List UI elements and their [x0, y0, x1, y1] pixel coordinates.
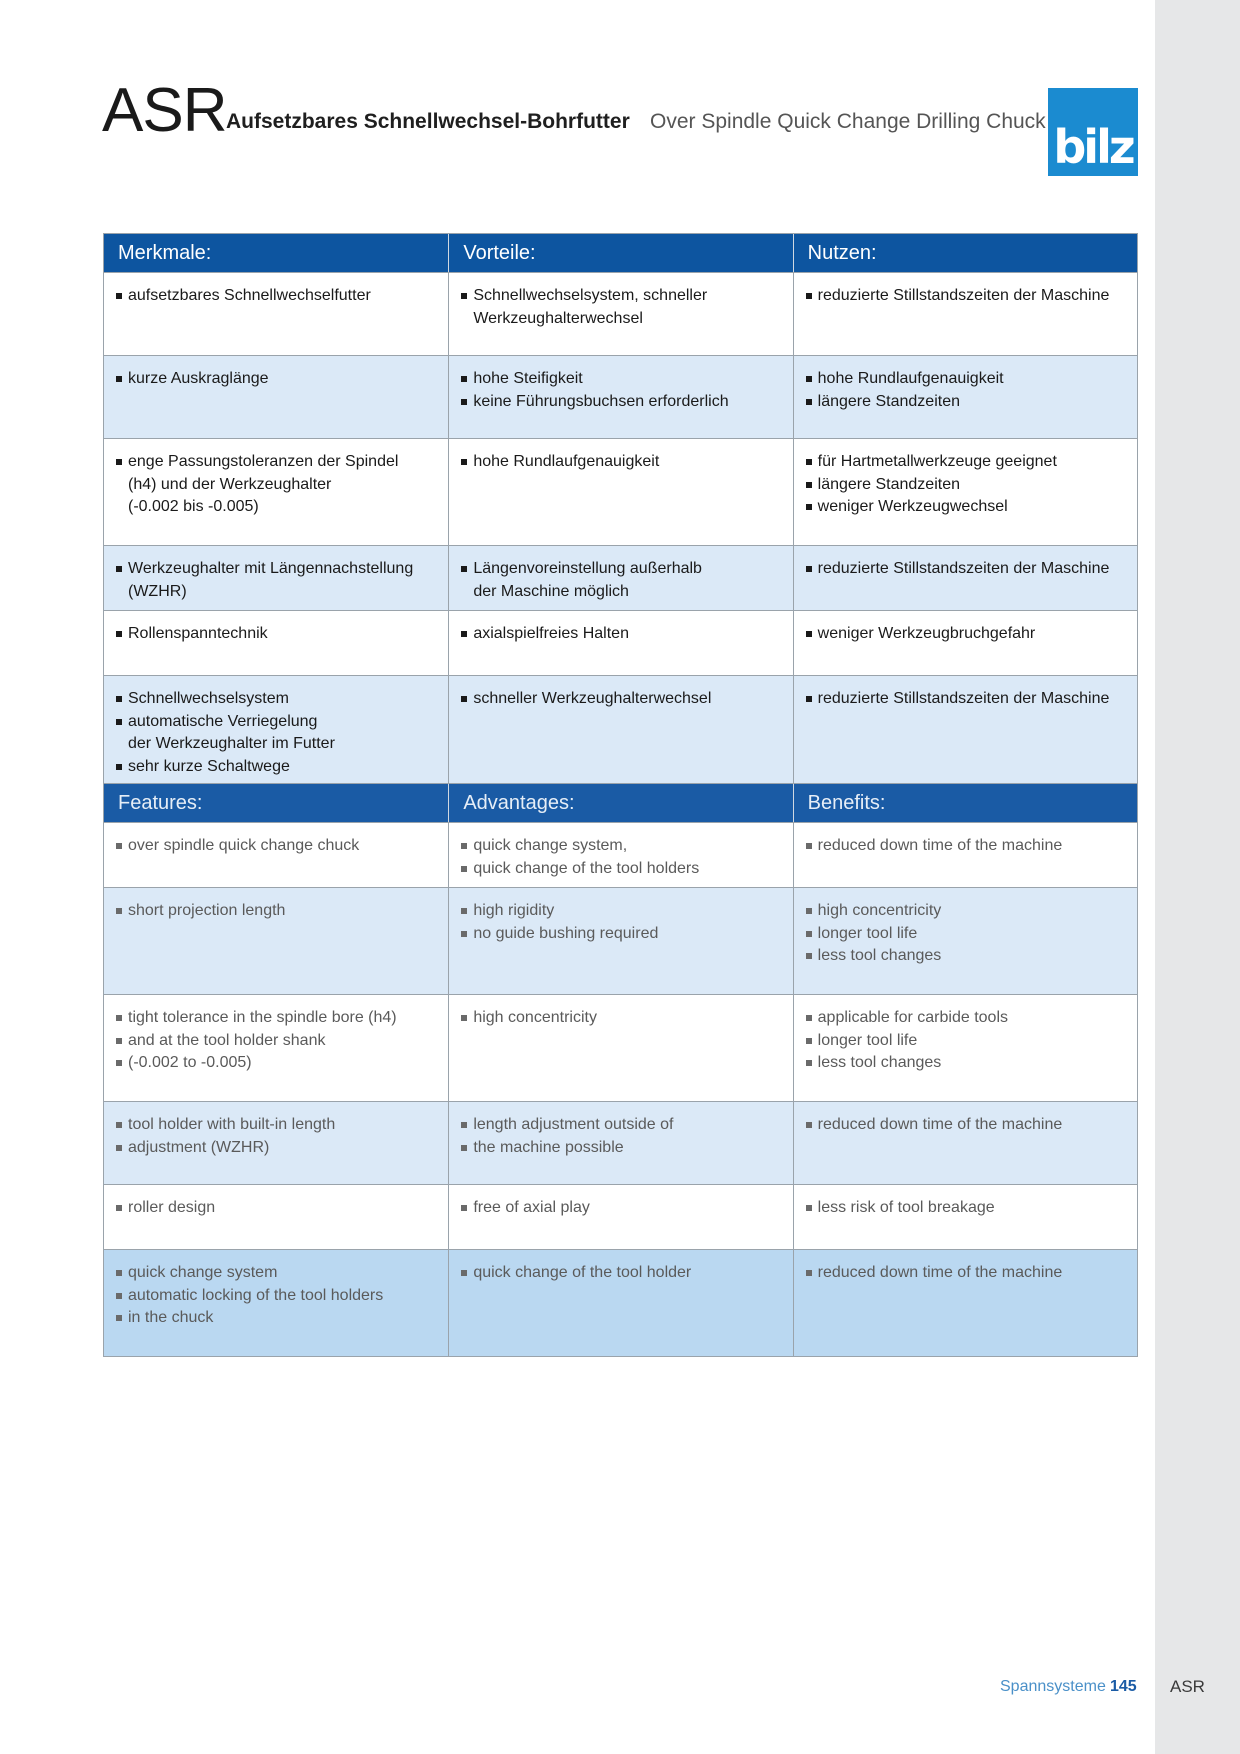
list-item: der Werkzeughalter im Futter [128, 735, 335, 752]
table-cell [793, 273, 1137, 355]
list-item: (WZHR) [128, 582, 187, 600]
table-cell [793, 1102, 1137, 1184]
table-cell [448, 676, 792, 783]
table-cell [448, 611, 792, 675]
list-item: kurze Auskraglänge [116, 368, 438, 391]
footer-section: Spannsysteme [1000, 1678, 1106, 1695]
bullet-list [461, 900, 782, 945]
bullet-list [806, 688, 1127, 711]
table-cell [104, 1185, 448, 1249]
bullet-list [116, 1114, 438, 1159]
list-item: less tool changes [806, 945, 1127, 968]
table-cell [793, 888, 1137, 994]
header-cell: Advantages: [448, 784, 792, 822]
table-row [104, 1184, 1137, 1249]
table-cell [448, 439, 792, 545]
list-item: Schnellwechselsystem, schneller [461, 285, 782, 308]
list-item: applicable for carbide tools [806, 1007, 1127, 1030]
bullet-list [806, 1007, 1127, 1075]
list-item: and at the tool holder shank [116, 1030, 438, 1053]
table-cell [448, 273, 792, 355]
list-item: reduzierte Stillstandszeiten der Maschine [806, 688, 1127, 711]
bullet-list [116, 558, 438, 603]
list-item: over spindle quick change chuck [116, 835, 438, 858]
bullet-list [116, 900, 438, 923]
table-row [104, 355, 1137, 438]
table-cell [448, 546, 792, 610]
table-row [104, 438, 1137, 545]
header-cell: Merkmale: [118, 242, 212, 264]
product-code: ASR [102, 76, 227, 145]
table-row [104, 545, 1137, 610]
list-item: high concentricity [806, 900, 1127, 923]
list-item: weniger Werkzeugwechsel [806, 496, 1127, 519]
table-cell [104, 995, 448, 1101]
bullet-list [116, 1262, 438, 1330]
title-german: Aufsetzbares Schnellwechsel-Bohrfutter [226, 110, 630, 133]
table-cell [448, 1250, 792, 1356]
list-item: free of axial play [461, 1197, 782, 1220]
header-cell: Vorteile: [448, 234, 792, 272]
table-cell [793, 823, 1137, 887]
bullet-list [461, 285, 782, 330]
list-item: tight tolerance in the spindle bore (h4) [116, 1007, 438, 1030]
list-item: automatic locking of the tool holders [116, 1285, 438, 1308]
list-item: schneller Werkzeughalterwechsel [461, 688, 782, 711]
list-item: Rollenspanntechnik [116, 623, 438, 646]
list-item: aufsetzbares Schnellwechselfutter [116, 285, 438, 308]
list-item: in the chuck [116, 1307, 438, 1330]
bullet-list [461, 451, 782, 474]
bullet-list [806, 1197, 1127, 1220]
list-item: quick change system [116, 1262, 438, 1285]
list-item: roller design [116, 1197, 438, 1220]
section-tab: ASR [1170, 1677, 1205, 1696]
table-row [104, 272, 1137, 355]
list-item: längere Standzeiten [806, 391, 1127, 414]
bullet-list [806, 1114, 1127, 1137]
table-cell [104, 1250, 448, 1356]
list-item: der Maschine möglich [473, 582, 629, 600]
table-cell [104, 823, 448, 887]
list-item: quick change system, [461, 835, 782, 858]
list-item: high rigidity [461, 900, 782, 923]
bullet-list [116, 451, 438, 519]
table-cell [448, 888, 792, 994]
bullet-list [461, 623, 782, 646]
table-row [104, 1101, 1137, 1184]
table-row [104, 822, 1137, 887]
bullet-list [116, 368, 438, 391]
table-cell [793, 995, 1137, 1101]
table-cell [448, 356, 792, 438]
bullet-list [116, 285, 438, 308]
bullet-list [806, 558, 1127, 581]
bullet-list [116, 688, 438, 778]
page-number: 145 [1110, 1678, 1137, 1695]
list-item: sehr kurze Schaltwege [116, 756, 438, 779]
bullet-list [806, 368, 1127, 413]
table-cell [793, 546, 1137, 610]
list-item: less risk of tool breakage [806, 1197, 1127, 1220]
page-header [102, 76, 1138, 180]
list-item: (-0.002 to -0.005) [116, 1052, 438, 1075]
bullet-list [806, 835, 1127, 858]
table-row [104, 994, 1137, 1101]
table-cell [104, 676, 448, 783]
table-header-german [104, 234, 1137, 272]
table-cell [793, 1185, 1137, 1249]
list-item: reduzierte Stillstandszeiten der Maschine [806, 558, 1127, 581]
list-item: Werkzeughalter mit Längennachstellung [116, 558, 438, 581]
list-item: the machine possible [461, 1137, 782, 1160]
table-cell [104, 888, 448, 994]
bullet-list [806, 285, 1127, 308]
bullet-list [116, 623, 438, 646]
list-item: (-0.002 bis -0.005) [128, 498, 259, 515]
list-item: Schnellwechselsystem [116, 688, 438, 711]
table-cell [448, 823, 792, 887]
table-cell [104, 273, 448, 355]
list-item: weniger Werkzeugbruchgefahr [806, 623, 1127, 646]
table-row [104, 1249, 1137, 1356]
list-item: short projection length [116, 900, 438, 923]
table-cell [448, 1102, 792, 1184]
feature-table [103, 233, 1138, 1357]
bullet-list [461, 688, 782, 711]
table-cell [448, 1185, 792, 1249]
list-item: hohe Rundlaufgenauigkeit [461, 451, 782, 474]
table-cell [104, 611, 448, 675]
bullet-list [806, 623, 1127, 646]
table-cell [793, 611, 1137, 675]
list-item: high concentricity [461, 1007, 782, 1030]
bullet-list [461, 368, 782, 413]
list-item: hohe Steifigkeit [461, 368, 782, 391]
bullet-list [461, 1007, 782, 1030]
list-item: quick change of the tool holder [461, 1262, 782, 1285]
list-item: reduced down time of the machine [806, 1262, 1127, 1285]
list-item: axialspielfreies Halten [461, 623, 782, 646]
bullet-list [116, 835, 438, 858]
table-cell [104, 1102, 448, 1184]
table-row [104, 887, 1137, 994]
list-item: (h4) und der Werkzeughalter [128, 475, 332, 493]
table-cell [793, 676, 1137, 783]
header-cell: Features: [118, 792, 203, 814]
bullet-list [116, 1197, 438, 1220]
bullet-list [116, 1007, 438, 1075]
list-item: reduced down time of the machine [806, 1114, 1127, 1137]
list-item: hohe Rundlaufgenauigkeit [806, 368, 1127, 391]
table-row [104, 610, 1137, 675]
table-header-english [104, 783, 1137, 822]
table-cell [793, 1250, 1137, 1356]
list-item: Werkzeughalterwechsel [473, 309, 643, 327]
list-item: longer tool life [806, 923, 1127, 946]
bullet-list [806, 900, 1127, 968]
bullet-list [806, 1262, 1127, 1285]
list-item: automatische Verriegelung [116, 711, 438, 734]
table-cell [104, 546, 448, 610]
table-cell [104, 356, 448, 438]
list-item: longer tool life [806, 1030, 1127, 1053]
list-item: reduced down time of the machine [806, 835, 1127, 858]
list-item: für Hartmetallwerkzeuge geeignet [806, 451, 1127, 474]
bullet-list [461, 1262, 782, 1285]
title-english: Over Spindle Quick Change Drilling Chuck [650, 110, 1046, 133]
list-item: quick change of the tool holders [461, 858, 782, 881]
table-cell [793, 356, 1137, 438]
bullet-list [461, 835, 782, 880]
bullet-list [461, 1114, 782, 1159]
table-row [104, 675, 1137, 783]
list-item: length adjustment outside of [461, 1114, 782, 1137]
bullet-list [461, 558, 782, 603]
list-item: reduzierte Stillstandszeiten der Maschine [806, 285, 1127, 308]
bullet-list [806, 451, 1127, 519]
side-strip [1155, 0, 1240, 1754]
list-item: less tool changes [806, 1052, 1127, 1075]
bilz-logo: bilz [1048, 88, 1138, 176]
list-item: längere Standzeiten [806, 474, 1127, 497]
table-cell [448, 995, 792, 1101]
list-item: tool holder with built-in length [116, 1114, 438, 1137]
table-cell [793, 439, 1137, 545]
list-item: adjustment (WZHR) [116, 1137, 438, 1160]
list-item: enge Passungstoleranzen der Spindel [116, 451, 438, 474]
list-item: keine Führungsbuchsen erforderlich [461, 391, 782, 414]
header-cell: Nutzen: [793, 234, 1137, 272]
bullet-list [461, 1197, 782, 1220]
list-item: Längenvoreinstellung außerhalb [461, 558, 782, 581]
list-item: no guide bushing required [461, 923, 782, 946]
header-cell: Benefits: [793, 784, 1137, 822]
table-cell [104, 439, 448, 545]
